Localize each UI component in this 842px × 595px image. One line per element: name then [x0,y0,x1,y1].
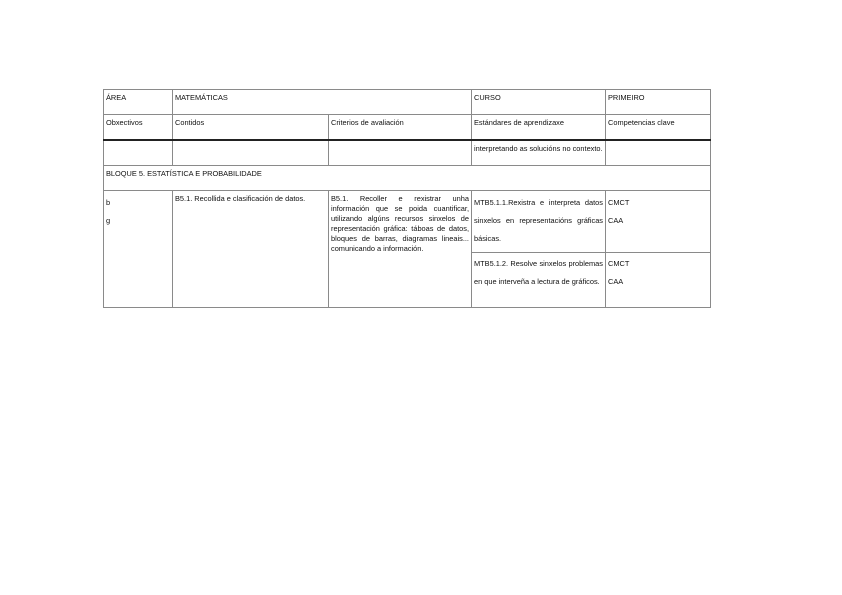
competencias-cell [606,191,711,308]
curso-label: CURSO [472,90,606,115]
continuation-criterios [329,140,472,166]
competencia-item: CMCT [608,259,630,268]
competencia-item: CMCT [608,198,630,207]
curso-value: PRIMEIRO [606,90,711,115]
area-label: ÁREA [104,90,173,115]
columns-row [104,115,711,141]
continuation-obxectivos [104,140,173,166]
bloque-title: BLOQUE 5. ESTATÍSTICA E PROBABILIDADE [104,166,711,191]
competencias-group [606,191,710,252]
column-header-contidos: Contidos [173,115,329,141]
bloque-row [104,166,711,191]
column-header-criterios: Criterios de avaliación [329,115,472,141]
competencia-item: CAA [608,277,624,286]
competencias-group [606,252,710,294]
column-header-obxectivos: Obxectivos [104,115,173,141]
column-header-estandares: Estándares de aprendizaxe [472,115,606,141]
obxectivos-cell [104,191,173,308]
estandar-item: MTB5.1.2. Resolve sinxelos problemas en que interveña a lectura de gráficos. [472,252,605,294]
header-row [104,90,711,115]
competencia-item: CAA [608,216,624,225]
obxectivo-item: g [106,216,111,225]
column-header-competencias: Competencias clave [606,115,711,141]
estandares-cell [472,191,606,308]
continuation-row [104,140,711,166]
contido-cell: B5.1. Recollida e clasificación de datos. [173,191,329,308]
obxectivo-item: b [106,198,111,207]
content-row [104,191,711,308]
continuation-contidos [173,140,329,166]
curriculum-table [103,89,711,308]
criterio-cell: B5.1. Recoller e rexistrar unha información que se poida cuantificar, utilizando algúns recursos sinxelos de representación gráfica: táboas de datos, bloques de barras, diagramas lineais... comunicando a información. [329,191,472,308]
area-value: MATEMÁTICAS [173,90,472,115]
continuation-competencias [606,140,711,166]
continuation-estandar: interpretando as solucións no contexto. [472,140,606,166]
estandar-item: MTB5.1.1.Rexistra e interpreta datos sinxelos en representacións gráficas básicas. [474,198,603,243]
